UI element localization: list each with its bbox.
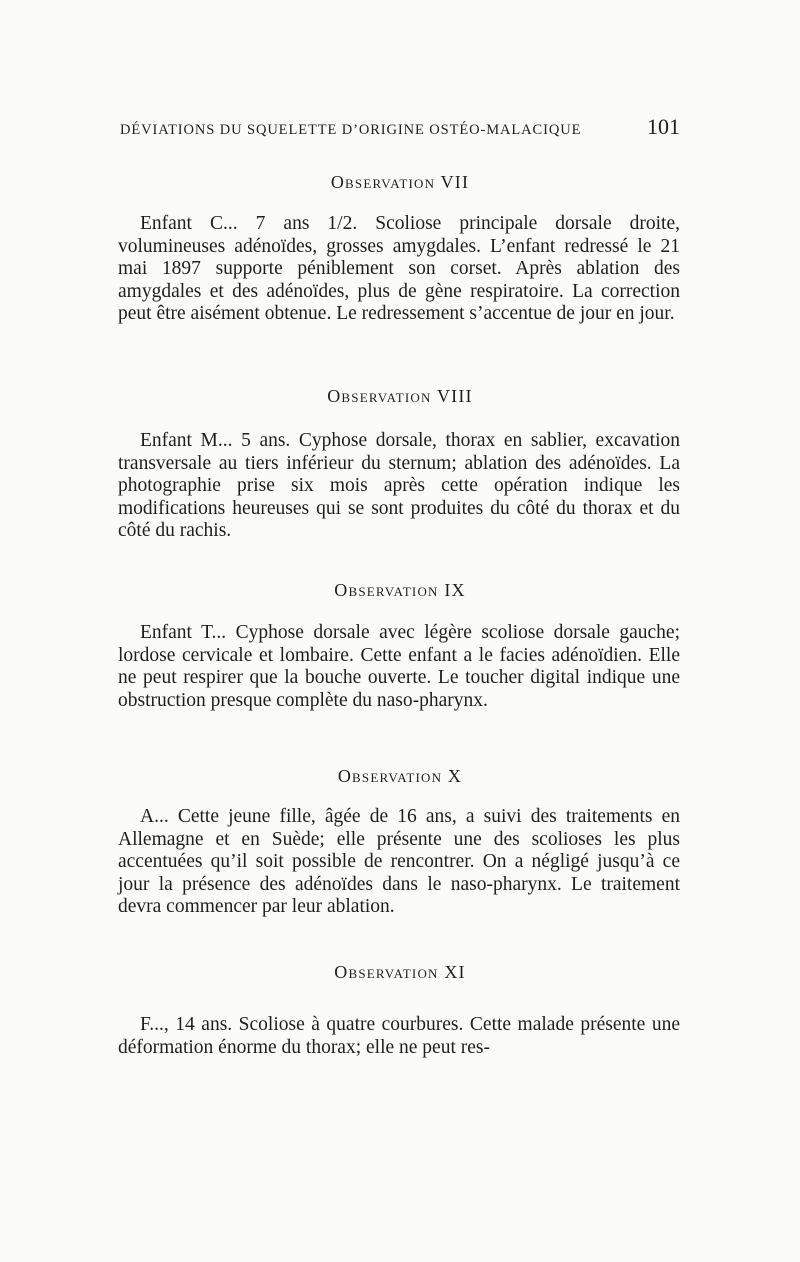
observation-text: Enfant M... 5 ans. Cyphose dorsale, thorax en sablier, excavation transversale au tiers inférieur du sternum; ablation des adénoïdes. La photographie prise six mois après cette opération indique les modifications heureuses qui se sont produites du côté du thorax et du côté du rachis. — [118, 430, 680, 542]
running-title: DÉVIATIONS DU SQUELETTE D’ORIGINE OSTÉO-MALACIQUE — [120, 122, 582, 138]
observation-text: F..., 14 ans. Scoliose à quatre courbures. Cette malade présente une déformation énorme du thorax; elle ne peut res- — [118, 1014, 680, 1058]
observation-title: Observation VIII — [327, 386, 473, 406]
observation-text: Enfant T... Cyphose dorsale avec légère scoliose dorsale gauche; lordose cervicale et lombaire. Cette enfant a le facies adénoïdien. Elle ne peut respirer que la bouche ouverte. Le toucher digital indique une obstruction presque complète du naso-pharynx. — [118, 622, 680, 711]
observation-title: Observation IX — [334, 580, 466, 600]
observation-title: Observation VII — [330, 172, 470, 192]
observation-text: A... Cette jeune fille, âgée de 16 ans, a suivi des traitements en Allemagne et en Suède; elle présente une des scolioses les plus accentuées qu’il soit possible de rencontrer. On a négligé jusqu’à ce jour la présence des adénoïdes dans le naso-pharynx. Le traitement devra commencer par leur ablation. — [118, 806, 680, 918]
observation-text: Enfant C... 7 ans 1/2. Scoliose principale dorsale droite, volumineuses adénoïdes, grosses amygdales. L’enfant redressé le 21 mai 1897 supporte péniblement son corset. Après ablation des amygdales et des adénoïdes, plus de gène respiratoire. La correction peut être aisément obtenue. Le redressement s’accentue de jour en jour. — [118, 213, 680, 325]
running-head — [120, 114, 680, 140]
page-number: 101 — [647, 114, 680, 139]
observation-title: Observation XI — [334, 962, 466, 982]
observation-title: Observation X — [337, 766, 463, 786]
